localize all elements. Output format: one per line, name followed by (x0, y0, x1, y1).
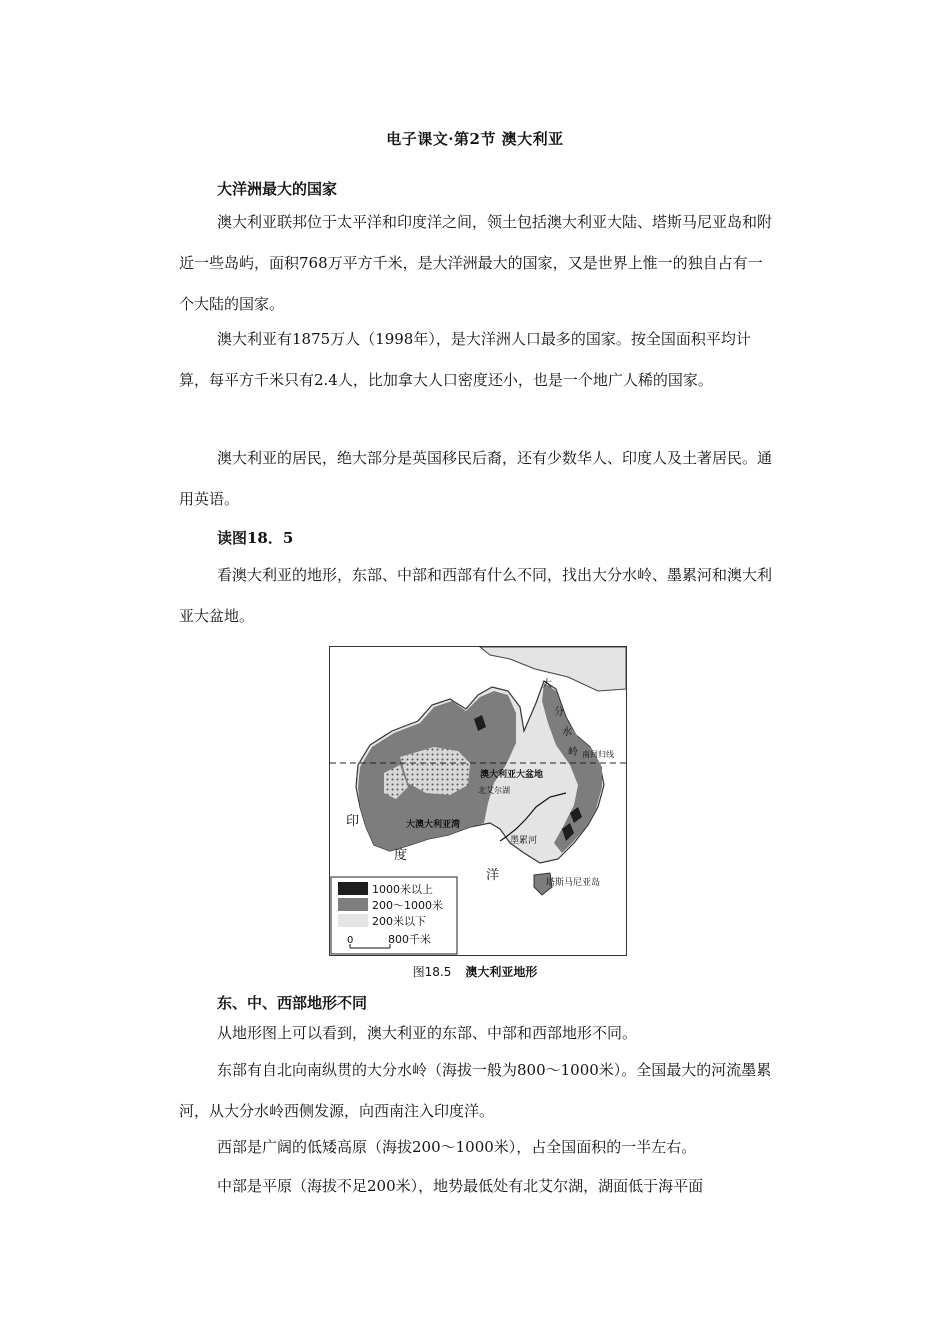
lake-label: 北艾尔湖 (478, 786, 510, 795)
legend-label-low: 200米以下 (372, 915, 426, 928)
legend-swatch-mid (338, 898, 368, 911)
paragraph-terrain-intro: 从地形图上可以看到，澳大利亚的东部、中部和西部地形不同。 (217, 1024, 638, 1042)
australia-terrain-map (329, 646, 627, 956)
tasmania-label: 塔斯马尼亚岛 (546, 878, 601, 888)
bight-label: 大澳大利亚湾 (406, 820, 461, 830)
paragraph-read-figure: 看澳大利亚的地形，东部、中部和西部有什么不同，找出大分水岭、墨累河和澳大利亚大盆地。 (179, 566, 773, 625)
tropic-label: 南回归线 (582, 750, 614, 759)
legend-swatch-low (338, 914, 368, 927)
figure-number: 图18.5 (412, 965, 452, 979)
range-char-4: 岭 (568, 747, 578, 758)
section-heading-largest-country: 大洋洲最大的国家 (217, 180, 338, 198)
paragraph-population: 澳大利亚有1875万人（1998年），是大洋洲人口最多的国家。按全国面积平均计算，每平方千米只有2.4人，比加拿大人口密度还小，也是一个地广人稀的国家。 (179, 330, 751, 389)
page-title: 电子课文·第2节 澳大利亚 (386, 130, 564, 148)
scale-zero: 0 (347, 935, 354, 946)
read-figure-heading: 读图18．5 (217, 529, 294, 547)
paragraph-east: 东部有自北向南纵贯的大分水岭（海拔一般为800～1000米）。全国最大的河流墨累河，从大分水岭西侧发源，向西南注入印度洋。 (179, 1061, 772, 1120)
ocean-label-2: 度 (394, 848, 408, 863)
ocean-label-3: 洋 (486, 868, 500, 883)
paragraph-residents: 澳大利亚的居民，绝大部分是英国移民后裔，还有少数华人、印度人及土著居民。通用英语。 (179, 449, 773, 508)
scale-label: 800千米 (388, 933, 431, 946)
basin-label: 澳大利亚大盆地 (480, 770, 544, 780)
range-char-2: 分 (554, 707, 564, 718)
figure-caption-label: 澳大利亚地形 (465, 965, 538, 979)
legend-label-mid: 200～1000米 (372, 899, 443, 912)
map-legend (331, 877, 457, 954)
legend-swatch-high (338, 882, 368, 895)
paragraph-west: 西部是广阔的低矮高原（海拔200～1000米），占全国面积的一半左右。 (217, 1138, 697, 1156)
figure-caption (0, 963, 950, 980)
range-char-1: 大 (542, 679, 552, 690)
paragraph-central: 中部是平原（海拔不足200米），地势最低处有北艾尔湖，湖面低于海平面 (217, 1177, 704, 1195)
paragraph-location: 澳大利亚联邦位于太平洋和印度洋之间，领土包括澳大利亚大陆、塔斯马尼亚岛和附近一些岛屿，面积768万平方千米，是大洋洲最大的国家，又是世界上惟一的独自占有一个大陆的国家。 (179, 213, 773, 313)
murray-label: 墨累河 (510, 836, 538, 846)
ocean-label-1: 印 (346, 814, 360, 829)
section-heading-terrain: 东、中、西部地形不同 (217, 994, 368, 1012)
legend-label-high: 1000米以上 (372, 883, 433, 896)
range-char-3: 水 (562, 727, 572, 738)
new-guinea-shape (480, 647, 626, 691)
